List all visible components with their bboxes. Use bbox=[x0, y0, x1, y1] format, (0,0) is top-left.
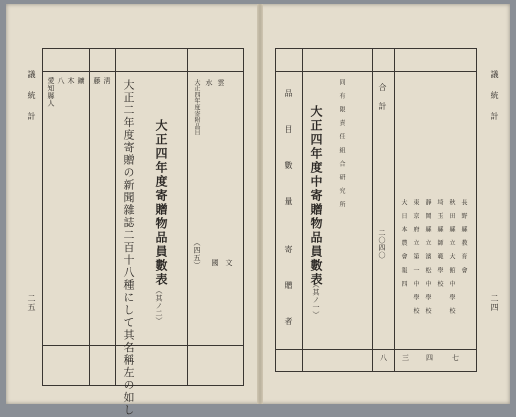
header-col-moku: 目 bbox=[284, 125, 293, 134]
table-row: 東 京 府 立 第 一 中 學 校 bbox=[412, 199, 419, 315]
table-head: （四五） bbox=[193, 239, 201, 269]
table-row: 長 野 縣 教 育 會 bbox=[460, 199, 467, 274]
table-cell: 文 bbox=[225, 259, 233, 267]
header-col-pinmoku: 品 bbox=[284, 89, 293, 98]
bottom-number: 三 bbox=[402, 354, 410, 362]
book-spread bbox=[6, 4, 510, 417]
page-number-right: 二四 bbox=[490, 294, 499, 312]
list-column: 淸 bbox=[103, 77, 111, 85]
running-head-right: 議 統 計 bbox=[490, 70, 499, 122]
list-column: 水 bbox=[205, 79, 213, 87]
list-column: 八 bbox=[57, 77, 65, 85]
bottom-number: 七 bbox=[452, 354, 460, 362]
table-title: 大正四年度寄贈物品員數表 bbox=[154, 119, 168, 287]
table-row: 靜 岡 縣 立 濱 松 中 學 校 bbox=[424, 199, 431, 315]
list-column: 鑛 bbox=[77, 77, 85, 85]
total-value: 二〇四〇 bbox=[378, 229, 386, 259]
total-label: 合 計 bbox=[378, 83, 387, 111]
table-cell: 國 bbox=[211, 259, 219, 267]
left-page-frame bbox=[42, 48, 244, 417]
right-page bbox=[263, 4, 510, 404]
header-col-sha: 者 bbox=[284, 317, 293, 326]
header-col-zo: 贈 bbox=[284, 281, 293, 290]
header-col-su: 數 bbox=[284, 161, 293, 170]
list-column: 木 bbox=[67, 77, 75, 85]
table-title-right: 大正四年度中寄贈物品員數表 bbox=[309, 105, 323, 287]
table-row: 埼 玉 縣 師 範 學 校 bbox=[436, 199, 443, 287]
page-number-left: 二五 bbox=[27, 294, 36, 312]
running-head-left: 議 統 計 bbox=[27, 70, 36, 122]
right-page-frame bbox=[275, 48, 477, 372]
table-row: 大 日 本 農 會 報 四 bbox=[400, 199, 407, 287]
left-page bbox=[6, 4, 257, 417]
side-note: 同 有 限 責 任 組 合 研 究 所 bbox=[338, 79, 345, 208]
list-column: 藤 bbox=[93, 77, 101, 85]
list-column: 雲 bbox=[217, 79, 225, 87]
table-row: 秋 田 縣 立 大 館 中 學 校 bbox=[448, 199, 455, 315]
header-col-ki: 寄 bbox=[284, 245, 293, 254]
bottom-number: 四 bbox=[426, 354, 434, 362]
body-text: 大正二年度寄贈の新聞雜誌二百十八種にして其名稱左の如し bbox=[122, 79, 135, 417]
list-column: 大正四年度寄附品目 bbox=[193, 79, 200, 136]
header-col-ryo: 量 bbox=[284, 197, 293, 206]
table-title-suffix: （其ノ二） bbox=[155, 287, 163, 325]
list-column: 愛知縣人 bbox=[47, 77, 55, 107]
bottom-number: 八 bbox=[380, 354, 388, 362]
table-title-suffix-right: （其ノ一） bbox=[312, 281, 320, 319]
